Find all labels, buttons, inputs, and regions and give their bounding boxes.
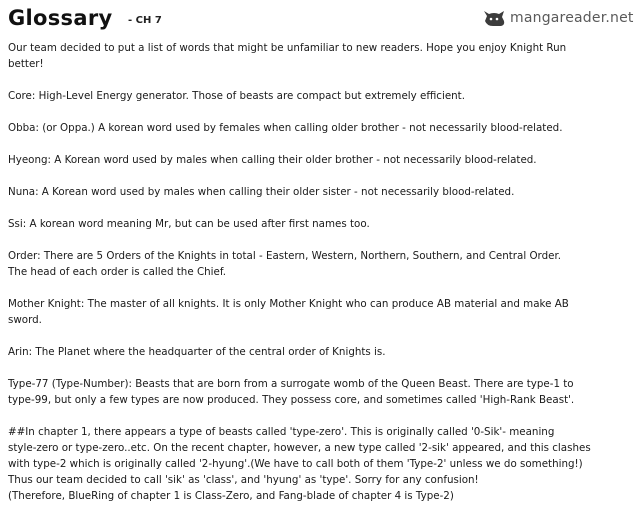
paragraph-gap (8, 360, 634, 376)
glossary-entry (8, 344, 634, 360)
glossary-line: with type-2 which is originally called '2-hyung'.(We have to call both of them 'Type-2' unless we do something!) (8, 458, 583, 470)
paragraph-gap (8, 136, 634, 152)
glossary-entry (8, 120, 634, 136)
glossary-entry (8, 40, 634, 72)
paragraph-gap (8, 328, 634, 344)
glossary-entry (8, 152, 634, 168)
chapter-label: - CH 7 (128, 15, 162, 26)
glossary-line: Nuna: A Korean word used by males when calling their older sister - not necessarily blood-related. (8, 186, 515, 198)
cat-logo-icon (481, 7, 507, 29)
watermark-text: mangareader.net (510, 10, 634, 26)
glossary-line: style-zero or type-zero..etc. On the recent chapter, however, a new type called '2-sik' appeared, and this clashes (8, 442, 591, 454)
glossary-line: Order: There are 5 Orders of the Knights in total - Eastern, Western, Northern, Southern, and Central Order. (8, 250, 562, 262)
paragraph-gap (8, 232, 634, 248)
glossary-body (8, 40, 634, 504)
paragraph-gap (8, 72, 634, 88)
glossary-line: Ssi: A korean word meaning Mr, but can be used after first names too. (8, 218, 370, 230)
page-title: Glossary (8, 6, 113, 30)
glossary-entry (8, 88, 634, 104)
glossary-line: (Therefore, BlueRing of chapter 1 is Class-Zero, and Fang-blade of chapter 4 is Type-2) (8, 490, 454, 502)
glossary-line: ##In chapter 1, there appears a type of beasts called 'type-zero'. This is originally called '0-Sik'- meaning (8, 426, 555, 438)
paragraph-gap (8, 168, 634, 184)
glossary-entry (8, 216, 634, 232)
glossary-line: type-99, but only a few types are now produced. They possess core, and sometimes called 'High-Rank Beast'. (8, 394, 575, 406)
glossary-line: better! (8, 58, 44, 70)
glossary-entry (8, 184, 634, 200)
glossary-line: Core: High-Level Energy generator. Those of beasts are compact but extremely efficient. (8, 90, 465, 102)
paragraph-gap (8, 408, 634, 424)
glossary-line: Our team decided to put a list of words that might be unfamiliar to new readers. Hope you enjoy Knight Run (8, 42, 567, 54)
glossary-entry (8, 376, 634, 408)
glossary-line: Hyeong: A Korean word used by males when calling their older brother - not necessarily blood-related. (8, 154, 537, 166)
glossary-line: Mother Knight: The master of all knights. It is only Mother Knight who can produce AB material and make AB (8, 298, 569, 310)
watermark (481, 7, 634, 29)
glossary-line: Obba: (or Oppa.) A korean word used by females when calling older brother - not necessarily blood-related. (8, 122, 563, 134)
glossary-line: Type-77 (Type-Number): Beasts that are born from a surrogate womb of the Queen Beast. There are type-1 to (8, 378, 574, 390)
paragraph-gap (8, 104, 634, 120)
paragraph-gap (8, 280, 634, 296)
glossary-entry (8, 424, 634, 504)
glossary-line: The head of each order is called the Chief. (8, 266, 227, 278)
glossary-entry (8, 248, 634, 280)
glossary-line: Thus our team decided to call 'sik' as 'class', and 'hyung' as 'type'. Sorry for any confusion! (8, 474, 479, 486)
paragraph-gap (8, 200, 634, 216)
glossary-line: Arin: The Planet where the headquarter of the central order of Knights is. (8, 346, 386, 358)
glossary-entry (8, 296, 634, 328)
glossary-line: sword. (8, 314, 42, 326)
